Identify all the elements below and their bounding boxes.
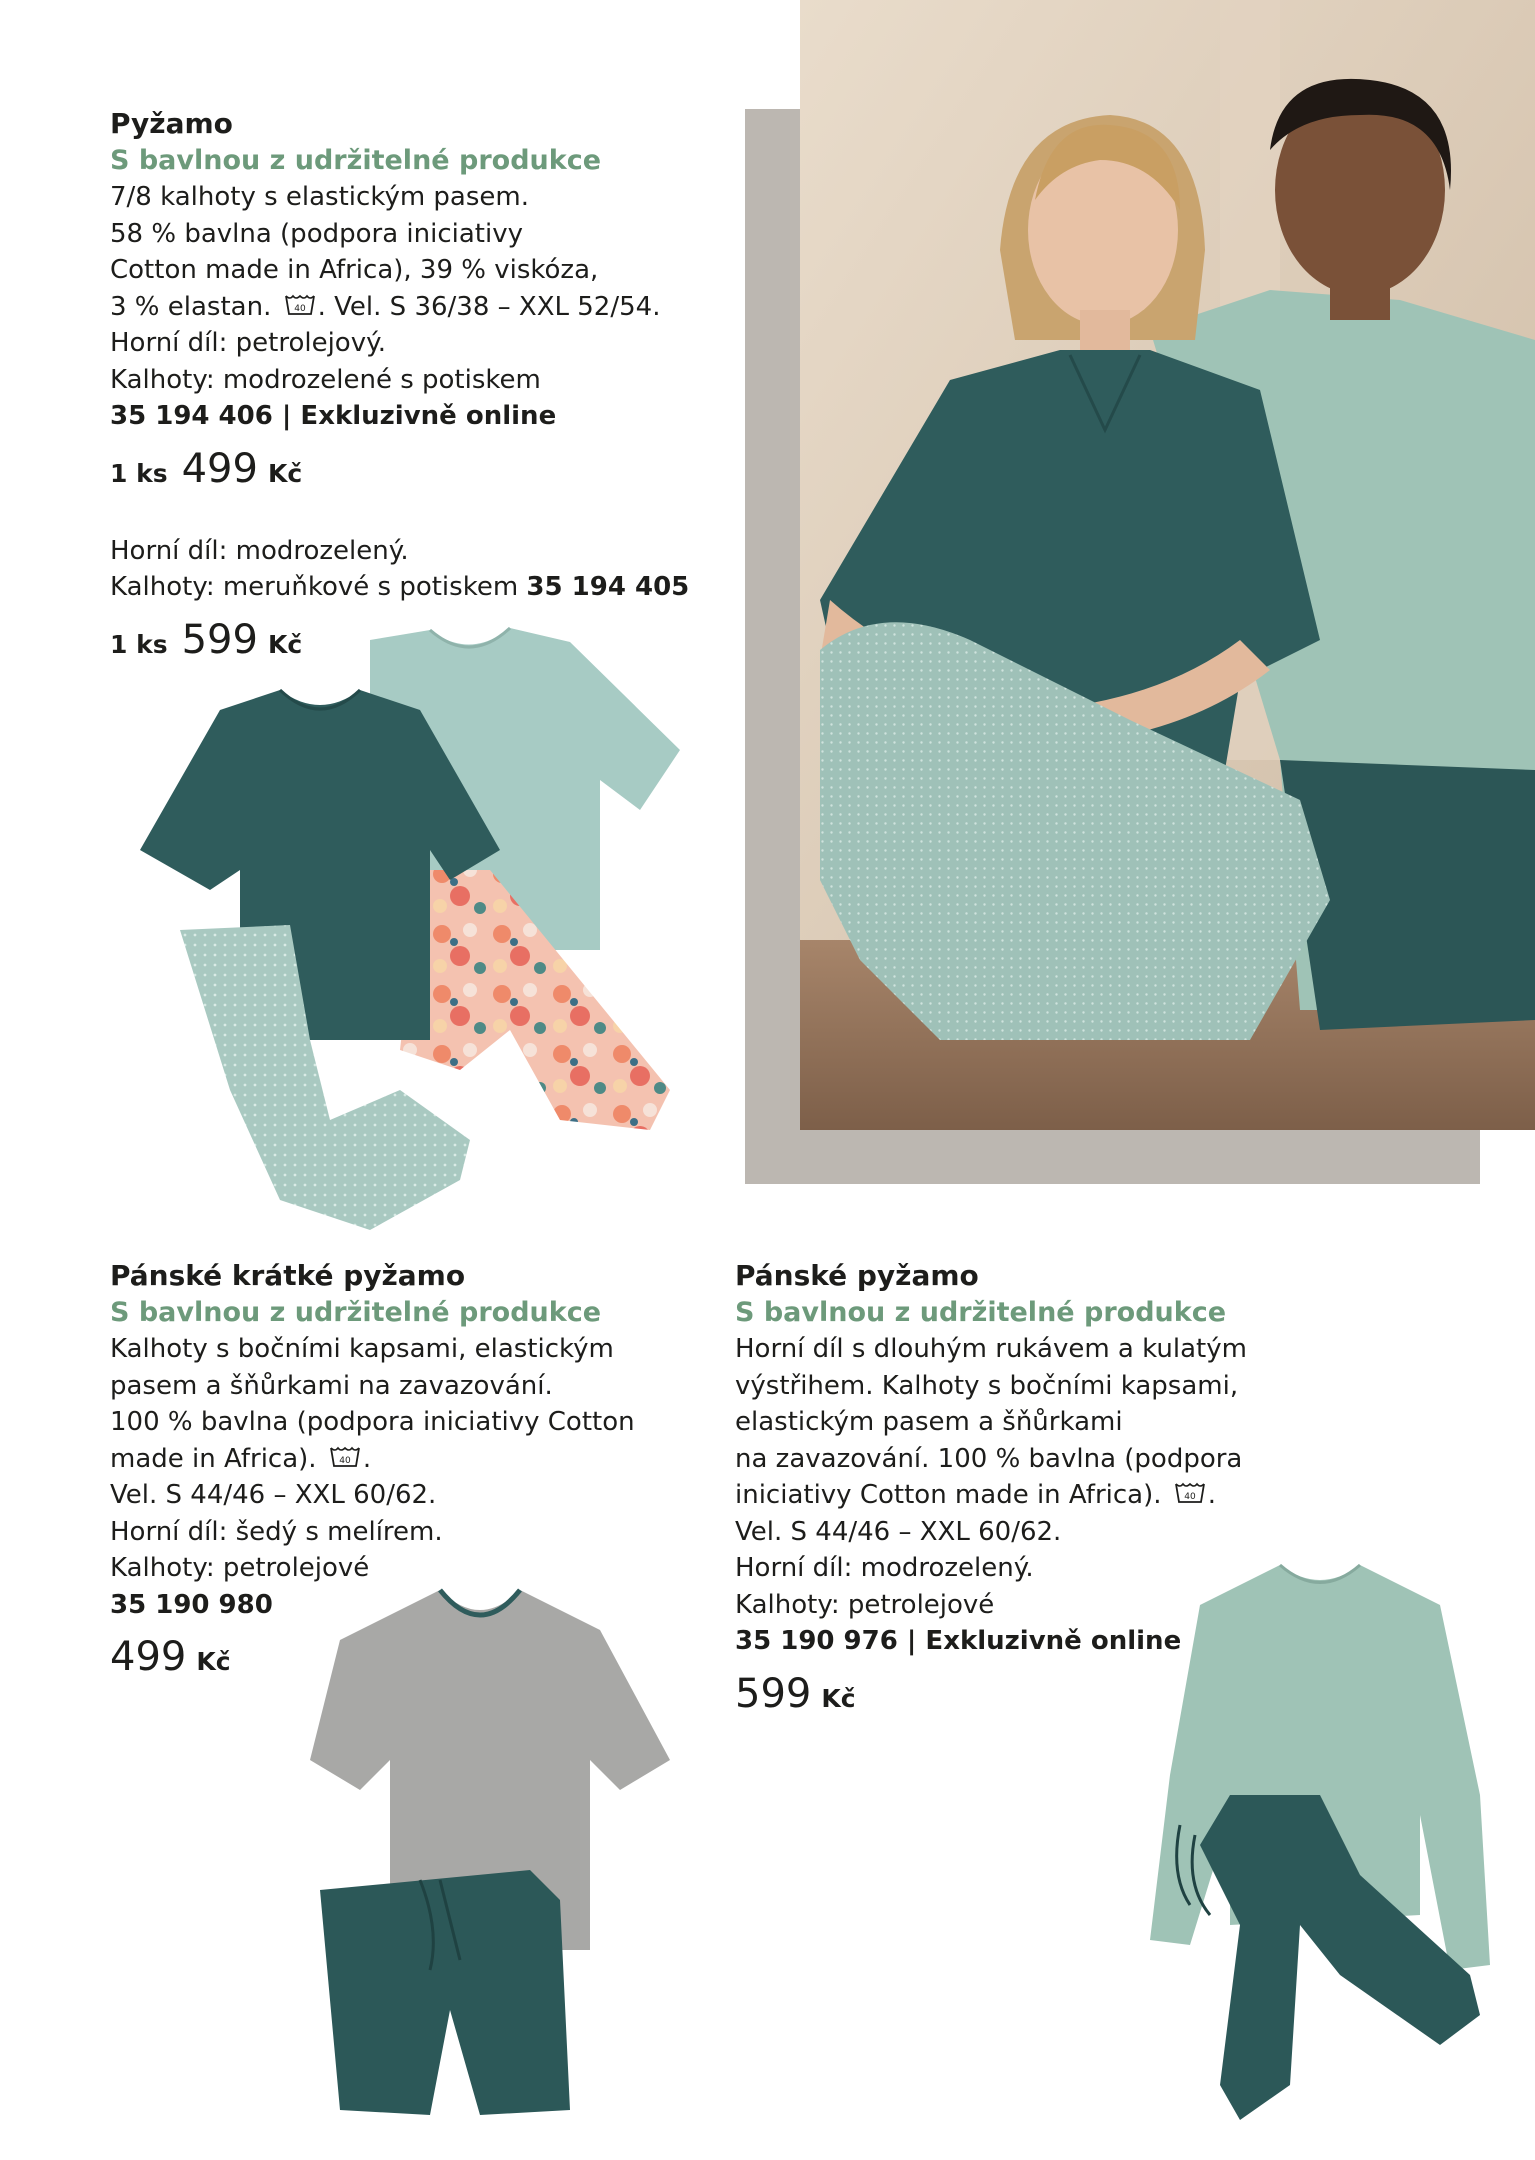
product-title: Pánské pyžamo [735,1259,979,1292]
desc-line: elastickým pasem a šňůrkami [735,1407,1123,1437]
desc-line: Horní díl s dlouhým rukávem a kulatým [735,1334,1247,1364]
price-amount: 599 [181,616,258,663]
product-title: Pyžamo [110,107,233,140]
wash-temp: 40 [339,1455,351,1466]
wash-40-icon [1174,1480,1206,1506]
desc-line: na zavazování. 100 % bavlna (podpora [735,1443,1243,1474]
variant-top: Horní díl: šedý s melírem. [110,1516,443,1547]
desc-line: 7/8 kalhoty s elastickým pasem. [110,182,529,212]
wash-40-icon [284,292,316,318]
price-currency: Kč [267,458,303,488]
variant-top: Horní díl: modrozelený. [110,535,409,566]
variant-pants-text: Kalhoty: meruňkové s potiskem [110,572,519,602]
size-range: Vel. S 44/46 – XXL 60/62. [110,1480,437,1510]
desc-text: iniciativy Cotton made in Africa). [735,1480,1162,1510]
couple-lifestyle-photo [800,0,1535,1130]
desc-text: . [362,1443,372,1474]
desc-line: pasem a šňůrkami na zavazování. [110,1370,553,1401]
grey-tee-shorts-image [300,1570,680,2130]
desc-line [735,1477,1355,1514]
price-qty: 1 ks [110,458,168,488]
product-title: Pánské krátké pyžamo [110,1259,466,1292]
variant-top: Horní díl: modrozelený. [735,1553,1034,1583]
price-currency: Kč [196,1647,231,1676]
price-qty: 1 ks [110,629,168,659]
desc-line: 58 % bavlna (podpora iniciativy [110,218,523,249]
variant-pants [110,569,730,606]
desc-line: Kalhoty s bočními kapsami, elastickým [110,1334,614,1364]
product-subtitle: S bavlnou z udržitelné produkce [735,1297,1227,1328]
pyjama-set-flatlay-image [130,620,690,1240]
product-code: 35 194 405 [526,572,690,602]
price-currency: Kč [821,1683,856,1713]
product-code: 35 190 980 [110,1589,273,1620]
product-code: 35 190 976 | Exkluzivně online [735,1626,1182,1656]
desc-text: . Vel. S 36/38 – XXL 52/54. [317,291,661,322]
product-pyzamo [110,105,730,664]
size-range: Vel. S 44/46 – XXL 60/62. [735,1516,1062,1547]
desc-line: Cotton made in Africa), 39 % viskóza, [110,255,599,285]
product-subtitle: S bavlnou z udržitelné produkce [110,1297,602,1328]
desc-text: . [1207,1480,1217,1510]
price-currency: Kč [267,629,303,659]
variant-pants: Kalhoty: modrozelené s potiskem [110,364,541,395]
price-amount: 599 [735,1670,812,1717]
desc-line [110,289,730,326]
variant-pants: Kalhoty: petrolejové [110,1553,370,1583]
desc-text: 3 % elastan. [110,291,272,322]
product-code: 35 194 406 | Exkluzivně online [110,401,557,431]
desc-text: made in Africa). [110,1443,317,1474]
desc-line: 100 % bavlna (podpora iniciativy Cotton [110,1407,635,1437]
wash-temp: 40 [293,303,306,314]
variant-top: Horní díl: petrolejový. [110,328,387,358]
price-amount: 499 [181,445,258,492]
longsleeve-pajama-image [1140,1545,1500,2135]
desc-line: výstřihem. Kalhoty s bočními kapsami, [735,1370,1239,1401]
wash-temp: 40 [1184,1492,1196,1502]
desc-line [110,1441,710,1478]
wash-40-icon [329,1444,361,1470]
price [110,445,730,493]
product-subtitle: S bavlnou z udržitelné produkce [110,145,602,176]
price-amount: 499 [110,1634,187,1680]
variant-pants: Kalhoty: petrolejové [735,1589,995,1620]
